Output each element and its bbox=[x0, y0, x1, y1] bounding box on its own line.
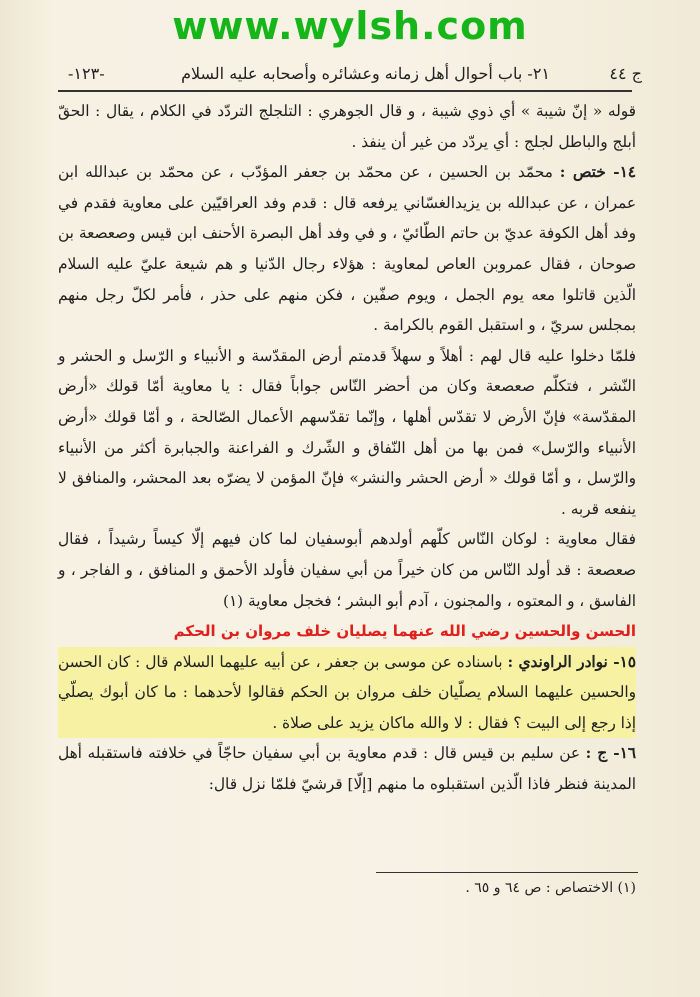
page-header bbox=[68, 58, 642, 88]
chapter-title: ٢١- باب أحوال أهل زمانه وعشائره وأصحابه عليه السلام bbox=[181, 64, 550, 83]
hadith-heading: ١٦- ج : bbox=[585, 744, 636, 763]
paragraph: قوله « إنّ شيبة » أي ذوي شيبة ، و قال الجوهري : التلجلج التردّد في الكلام ، يقال : الحقّ أبلج والباطل لجلج : أي يردّد من غير أن ينفذ . bbox=[58, 102, 636, 151]
header-divider bbox=[58, 90, 632, 92]
highlighted-paragraph: ١٥- نوادر الراوندي : باسناده عن موسى بن جعفر ، عن أبيه عليهما السلام قال : كان الحسن والحسين عليهما السلام يصلّيان خلف مروان بن الحكم فقالوا لأحدهما : ما كان أبوك يصلّي إذا رجع إلى البيت ؟ فقال : لا والله ماكان يزيد على صلاة . bbox=[58, 647, 636, 739]
red-annotation: الحسن والحسين رضي الله عنهما يصليان خلف مروان بن الحكم bbox=[173, 622, 636, 641]
footnote: (١) الاختصاص : ص ٦٤ و ٦٥ . bbox=[465, 880, 636, 896]
paragraph: فقال معاوية : لوكان النّاس كلّهم أولدهم أبوسفيان لما كان فيهم إلّا كيساً رشيداً ، فقال صعصعة : قد أولد النّاس من كان خيراً من أبي سفيان فأولد الأحمق و المنافق ، و الفاجر ، و الفاسق ، و المعتوه ، والمجنون ، آدم أبو البشر ؛ فخجل معاوية (١) bbox=[58, 530, 636, 610]
footnote-divider bbox=[376, 872, 638, 873]
hadith-heading: ١٤- ختص : bbox=[559, 163, 636, 182]
paragraph: ١٤- ختص : محمّد بن الحسين ، عن محمّد بن جعفر المؤدّب ، عن محمّد بن عبدالله ابن عمران ، عن عبدالله بن يزيدالغسّاني يرفعه قال : قدم وفد العراقيّين على معاوية فقدم في وفد أهل الكوفة عديّ بن حاتم الطّائيّ ، و في وفد أهل البصرة الأحنف ابن قيس وصعصعة بن صوحان ، فقال عمروبن العاص لمعاوية : هؤلاء رجال الدّنيا و هم شيعة عليّ عليه السلام الّذين قاتلوا معه يوم الجمل ، ويوم صفّين ، فكن منهم على حذر ، فأمر لكلّ رجل منهم بمجلس سريّ ، و استقبل القوم بالكرامة . bbox=[58, 163, 636, 335]
paragraph: ١٦- ج : عن سليم بن قيس قال : قدم معاوية بن أبي سفيان حاجّاً في خلافته فاستقبله أهل المدينة فنظر فاذا الّذين استقبلوه ما منهم [إلّا] قرشيّ فلمّا نزل قال: bbox=[58, 744, 636, 794]
page-body bbox=[58, 96, 636, 800]
watermark: www.wylsh.com bbox=[172, 4, 528, 48]
hadith-heading: ١٥- نوادر الراوندي : bbox=[507, 652, 636, 671]
volume-label: ج ٤٤ bbox=[609, 64, 642, 83]
page-number: -١٢٣- bbox=[68, 64, 105, 83]
paragraph: فلمّا دخلوا عليه قال لهم : أهلاً و سهلاً قدمتم أرض المقدّسة و الأنبياء و الرّسل و الحشر و النّشر ، فتكلّم صعصعة وكان من أحضر النّاس جواباً فقال : يا معاوية أمّا قولك «أرض المقدّسة» فإنّ الأرض لا تقدّس أهلها ، وإنّما تقدّسهم الأعمال الصّالحة ، و أمّا قولك «أرض الأنبياء والرّسل» فمن بها من أهل النّفاق و الشّرك و الفراعنة والجبابرة أكثر من الأنبياء والرّسل ، و أمّا قولك « أرض الحشر والنشر» فإنّ المؤمن لا يضرّه بعد المحشر، والمنافق لا ينفعه قربه . bbox=[58, 346, 636, 518]
